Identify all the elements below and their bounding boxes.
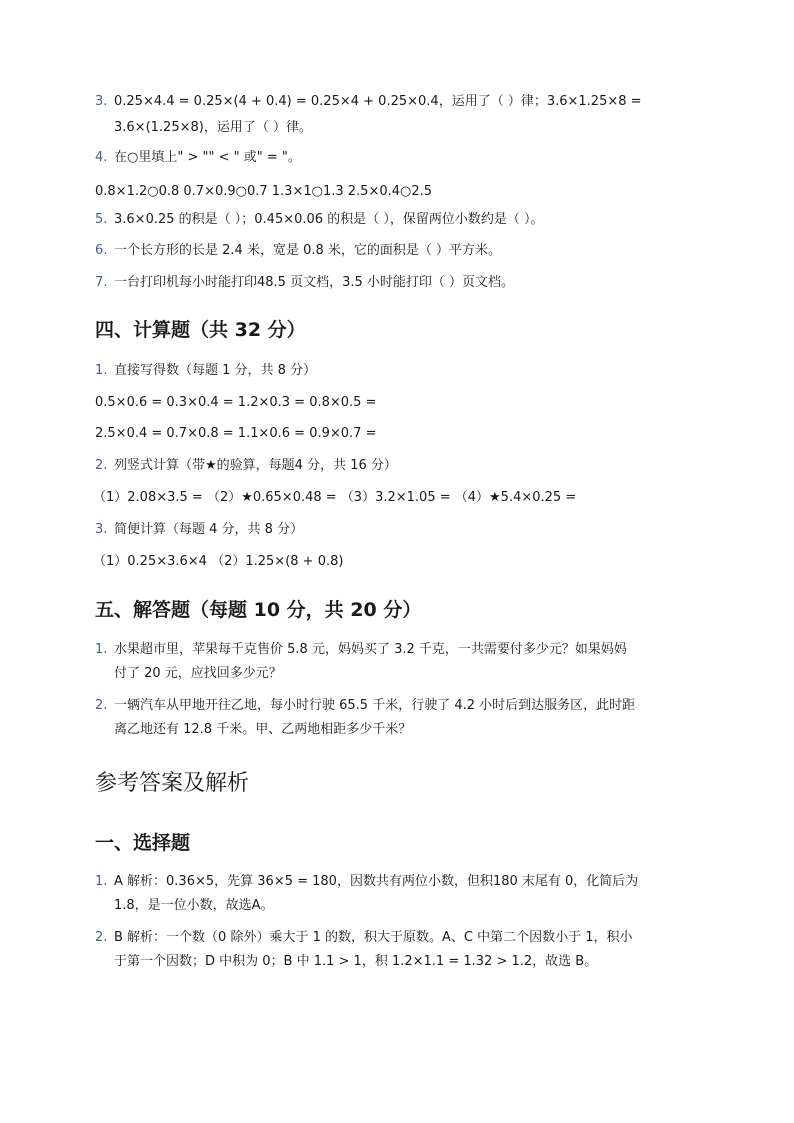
section-heading: 五、解答题（每题 10 分，共 20 分） [95,599,422,621]
oral-calc-row: 0.5×0.6 = 0.3×0.4 = 1.2×0.3 = 0.8×0.5 = [95,395,377,410]
subquestion-2 [95,454,698,478]
question-text: 直接写得数（每题 1 分，共 8 分） [114,363,317,378]
question-3 [95,90,698,114]
answer-number: 2. [95,930,108,945]
question-text: 水果超市里，苹果每千克售价 5.8 元，妈妈买了 3.2 千克，一共需要付多少元？如果妈妈 [114,642,627,657]
question-text: 列竖式计算（带★的验算，每题4 分，共 16 分） [114,458,397,473]
question-text: 简便计算（每题 4 分，共 8 分） [114,522,304,537]
oral-calc-row: 2.5×0.4 = 0.7×0.8 = 1.1×0.6 = 0.9×0.7 = [95,426,377,441]
answer-text: B 解析：一个数（0 除外）乘大于 1 的数，积大于原数。A、C 中第二个因数小于 1，积小 [114,930,633,945]
question-number: 1. [95,642,108,657]
question-number: 3. [95,94,108,109]
question-text: 一辆汽车从甲地开往乙地，每小时行驶 65.5 千米，行驶了 4.2 小时后到达服务区，此时距 [114,698,636,713]
answer-text: A 解析：0.36×5，先算 36×5 = 180，因数共有两位小数，但积180 末尾有 0，化简后为 [114,874,639,889]
word-problem-1-continued: 付了 20 元，应找回多少元？ [114,666,282,681]
question-number: 3. [95,522,108,537]
question-4 [95,146,698,170]
question-text: 3.6×0.25 的积是（ ）；0.45×0.06 的积是（ ），保留两位小数约是（ ）。 [114,212,544,227]
question-number: 4. [95,150,108,165]
question-number: 1. [95,363,108,378]
answer-number: 1. [95,874,108,889]
answers-subheading: 一、选择题 [95,832,191,854]
question-text: 0.25×4.4 = 0.25×(4 + 0.4) = 0.25×4 + 0.25×0.4，运用了（ ）律；3.6×1.25×8 = [114,94,642,109]
question-6 [95,239,698,263]
answer-1 [95,870,698,894]
section-heading: 四、计算题（共 32 分） [95,319,306,341]
word-problem-2-continued: 离乙地还有 12.8 千米。甲、乙两地相距多少千米？ [114,722,412,737]
question-7 [95,271,698,295]
question-text: 一个长方形的长是 2.4 米，宽是 0.8 米，它的面积是（ ）平方米。 [114,243,502,258]
subquestion-3 [95,518,698,542]
answer-2 [95,926,698,950]
answer-1-continued: 1.8，是一位小数，故选A。 [114,898,274,913]
vertical-calc-row: （1）2.08×3.5 = （2）★0.65×0.48 = （3）3.2×1.05 = （4）★5.4×0.25 = [93,490,577,505]
word-problem-1 [95,638,698,662]
answer-2-continued: 于第一个因数；D 中积为 0；B 中 1.1 > 1，积 1.2×1.1 = 1.32 > 1.2，故选 B。 [114,954,598,969]
question-number: 6. [95,243,108,258]
question-text: 在○里填上" > "" < " 或" = "。 [114,150,301,165]
question-number: 2. [95,698,108,713]
comparison-row: 0.8×1.2○0.8 0.7×0.9○0.7 1.3×1○1.3 2.5×0.4○2.5 [95,184,433,199]
question-5 [95,208,698,232]
answers-heading: 参考答案及解析 [95,771,250,796]
question-text: 一台打印机每小时能打印48.5 页文档，3.5 小时能打印（ ）页文档。 [114,275,515,290]
question-number: 7. [95,275,108,290]
question-3-continued: 3.6×(1.25×8)，运用了（ ）律。 [114,120,312,135]
simplify-calc-row: （1）0.25×3.6×4 （2）1.25×(8 + 0.8) [93,554,344,569]
subquestion-1 [95,359,698,383]
word-problem-2 [95,694,698,718]
question-number: 5. [95,212,108,227]
question-number: 2. [95,458,108,473]
